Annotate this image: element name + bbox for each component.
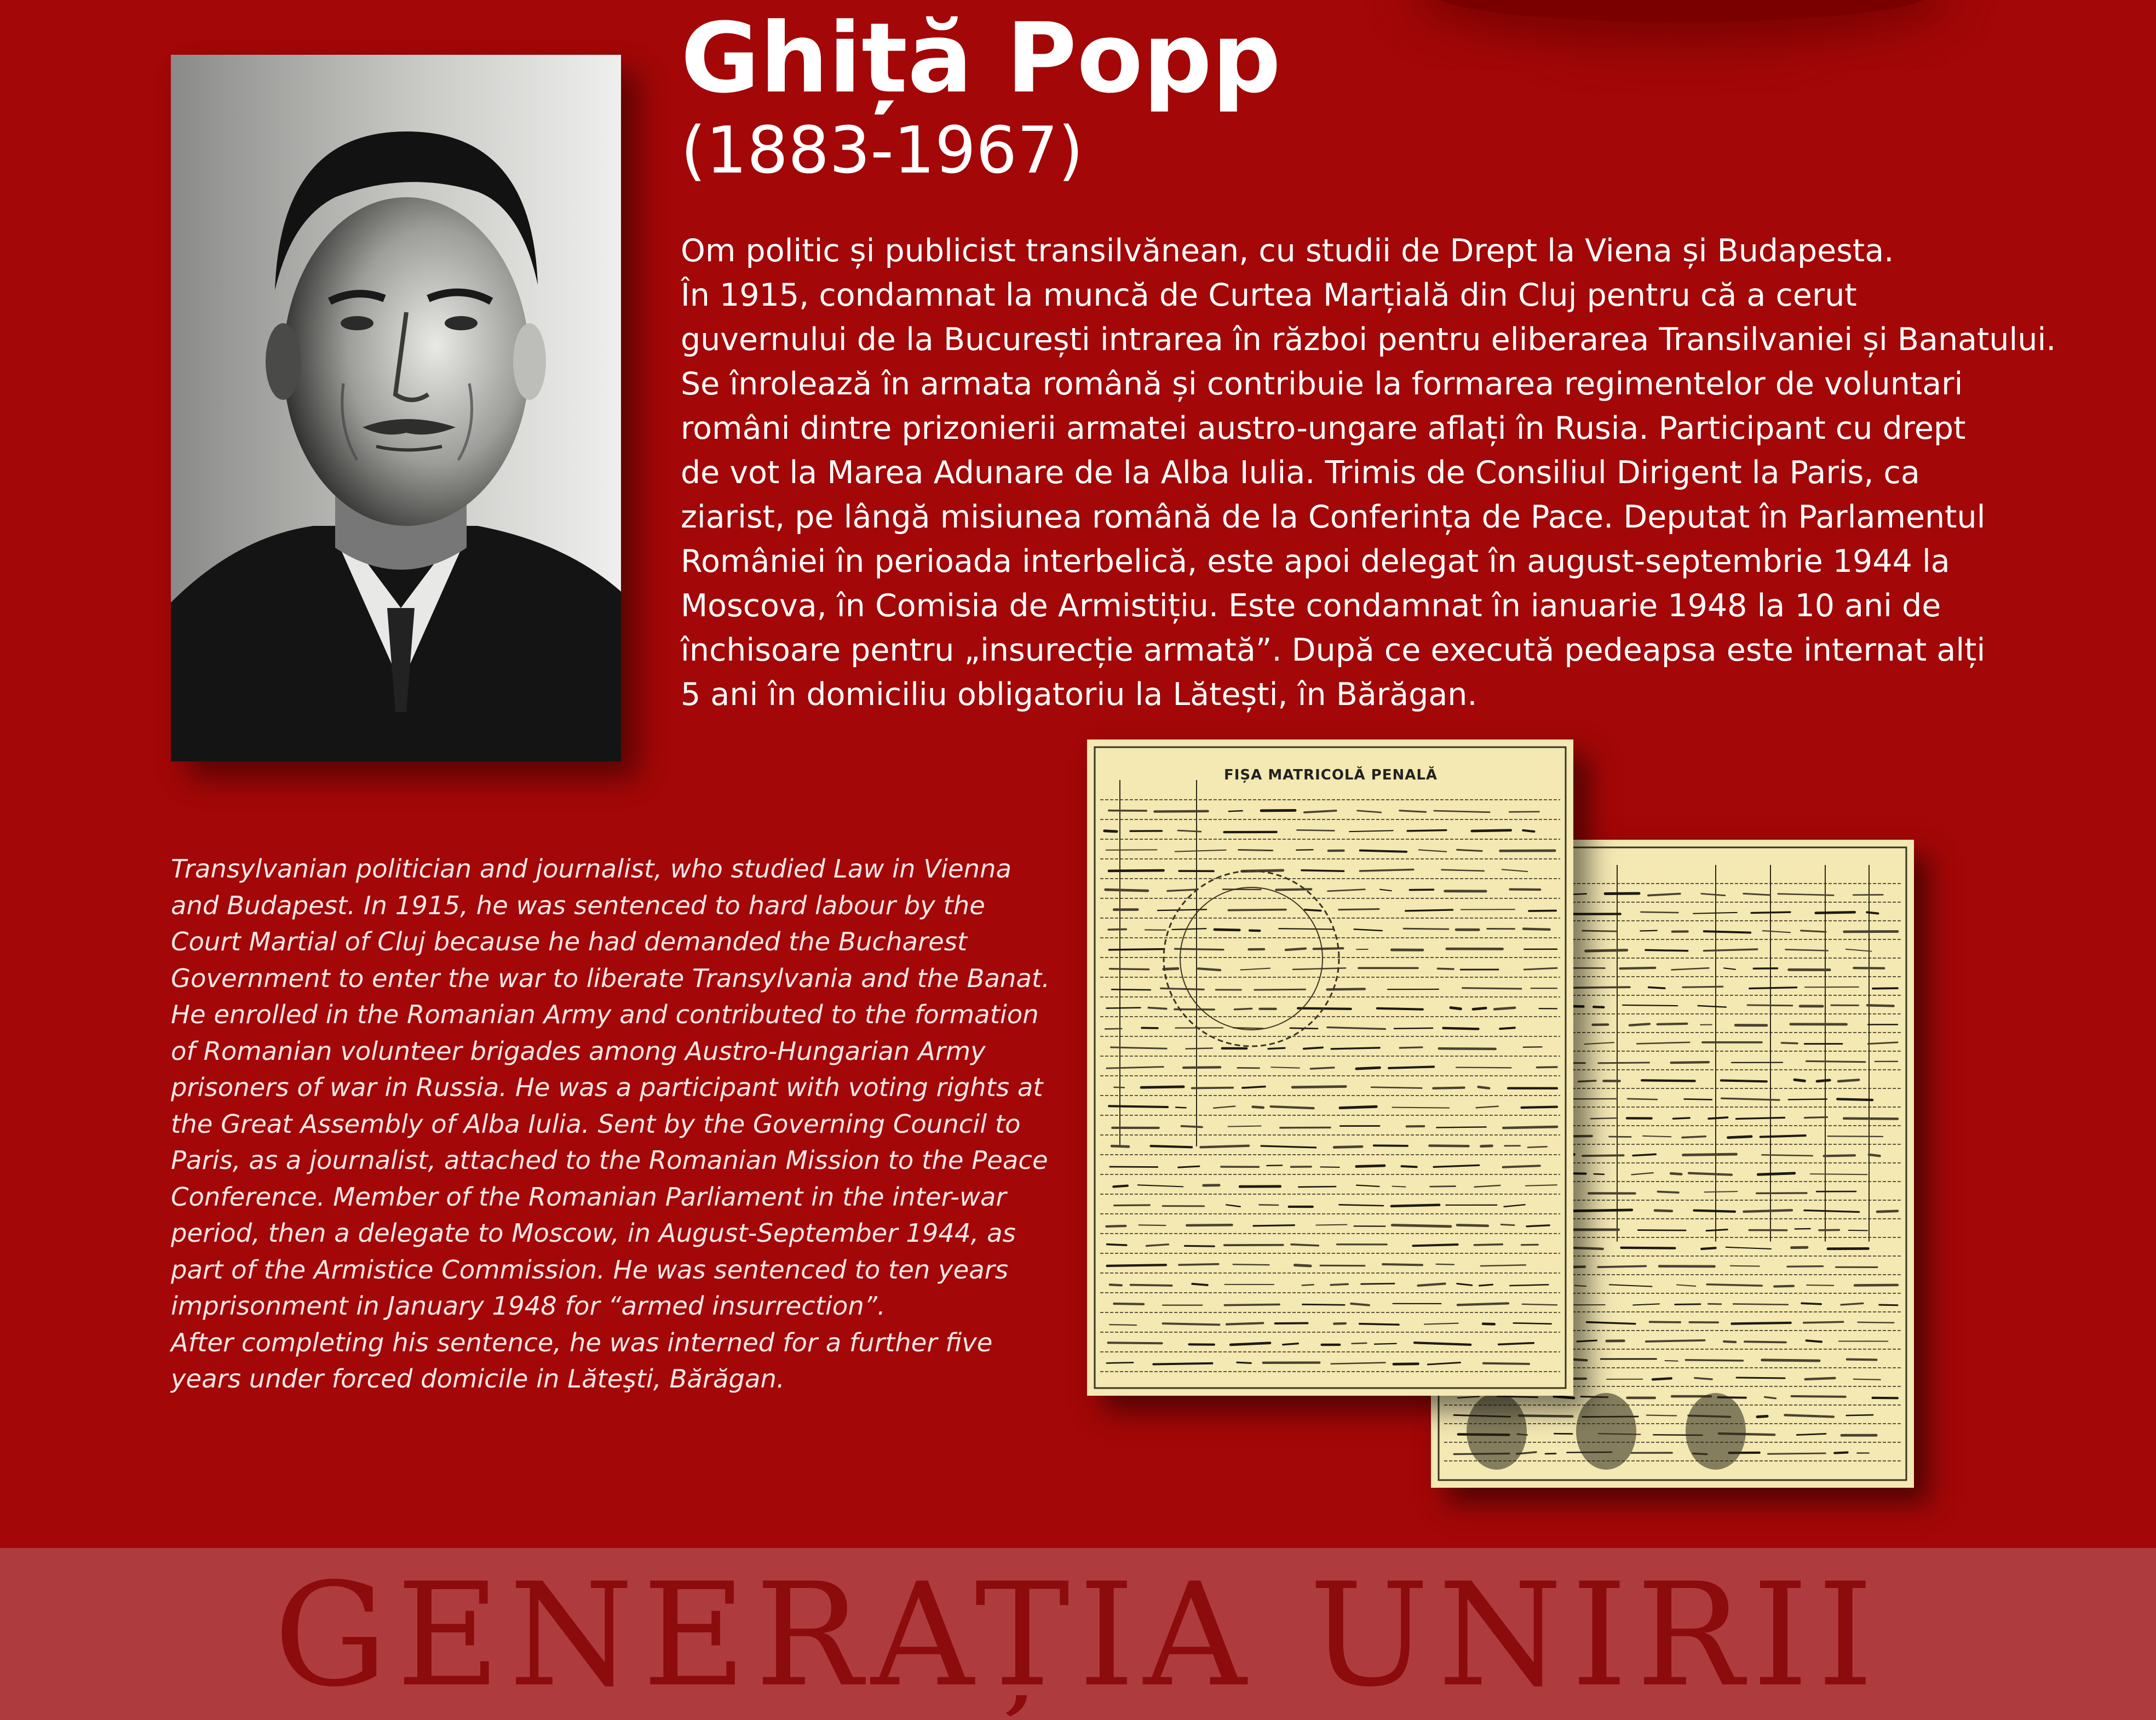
bio-en-line: Transylvanian politician and journalist, who studied Law in Vienna bbox=[171, 854, 1012, 884]
bio-en-line: years under forced domicile in Lăteşti, Bărăgan. bbox=[171, 1364, 785, 1394]
life-years: (1883-1967) bbox=[681, 112, 1084, 188]
portrait-photo bbox=[171, 55, 621, 761]
bio-en-line: imprisonment in January 1948 for “armed insurrection”. bbox=[171, 1291, 886, 1321]
bio-ro-line: În 1915, condamnat la muncă de Curtea Marțială din Cluj pentru că a cerut bbox=[681, 277, 1857, 313]
bio-en-line: After completing his sentence, he was interned for a further five bbox=[171, 1327, 993, 1357]
person-name-heading: Ghiță Popp bbox=[681, 2, 1281, 114]
bio-ro-line: guvernului de la București intrarea în război pentru eliberarea Transilvaniei și Banatului. bbox=[681, 322, 2056, 358]
bio-en-line: the Great Assembly of Alba Iulia. Sent by the Governing Council to bbox=[171, 1109, 1021, 1139]
document-heading: FIȘA MATRICOLĂ PENALĂ bbox=[1224, 767, 1438, 783]
bio-en-line: Conference. Member of the Romanian Parliament in the inter-war bbox=[171, 1182, 1007, 1212]
biography-english bbox=[171, 851, 1102, 1397]
bio-ro-line: Om politic și publicist transilvănean, cu studii de Drept la Viena și Budapesta. bbox=[681, 233, 1894, 269]
bio-ro-line: români dintre prizonierii armatei austro-ungare aflați în Rusia. Participant cu drept bbox=[681, 410, 1966, 446]
bio-en-line: prisoners of war in Russia. He was a participant with voting rights at bbox=[171, 1073, 1043, 1102]
bio-ro-line: închisoare pentru „insurecție armată”. După ce execută pedeapsa este internat alți bbox=[681, 632, 1986, 668]
bio-en-line: of Romanian volunteer brigades among Austro-Hungarian Army bbox=[171, 1036, 986, 1066]
biography-romanian bbox=[681, 229, 2072, 717]
bio-ro-line: 5 ani în domiciliu obligatoriu la Lătești, în Bărăgan. bbox=[681, 676, 1477, 713]
footer-banner bbox=[0, 1548, 2156, 1720]
bio-en-line: Court Martial of Cluj because he had demanded the Bucharest bbox=[171, 927, 968, 956]
bio-en-line: part of the Armistice Commission. He was sentenced to ten years bbox=[171, 1254, 1009, 1285]
archival-document-front-page bbox=[1087, 739, 1573, 1396]
banner-title: GENERAȚIA UNIRII bbox=[273, 1553, 1883, 1718]
top-shadow-decoration bbox=[1435, 0, 1928, 22]
bio-ro-line: Se înrolează în armata română și contribuie la formarea regimentelor de voluntari bbox=[681, 366, 1963, 402]
bio-ro-line: ziarist, pe lângă misiunea română de la Conferința de Pace. Deputat în Parlamentul bbox=[681, 499, 1986, 535]
bio-en-line: Government to enter the war to liberate Transylvania and the Banat. bbox=[171, 963, 1050, 993]
bio-ro-line: Moscova, în Comisia de Armistițiu. Este condamnat în ianuarie 1948 la 10 ani de bbox=[681, 588, 1941, 624]
bio-ro-line: României în perioada interbelică, este apoi delegat în august-septembrie 1944 la bbox=[681, 543, 1950, 580]
bio-ro-line: de vot la Marea Adunare de la Alba Iulia. Trimis de Consiliul Dirigent la Paris, ca bbox=[681, 455, 1920, 491]
bio-en-line: Paris, as a journalist, attached to the Romanian Mission to the Peace bbox=[171, 1145, 1048, 1175]
bio-en-line: period, then a delegate to Moscow, in August-September 1944, as bbox=[171, 1218, 1016, 1248]
bio-en-line: He enrolled in the Romanian Army and contributed to the formation bbox=[171, 1000, 1039, 1029]
bio-en-line: and Budapest. In 1915, he was sentenced to hard labour by the bbox=[171, 890, 985, 920]
